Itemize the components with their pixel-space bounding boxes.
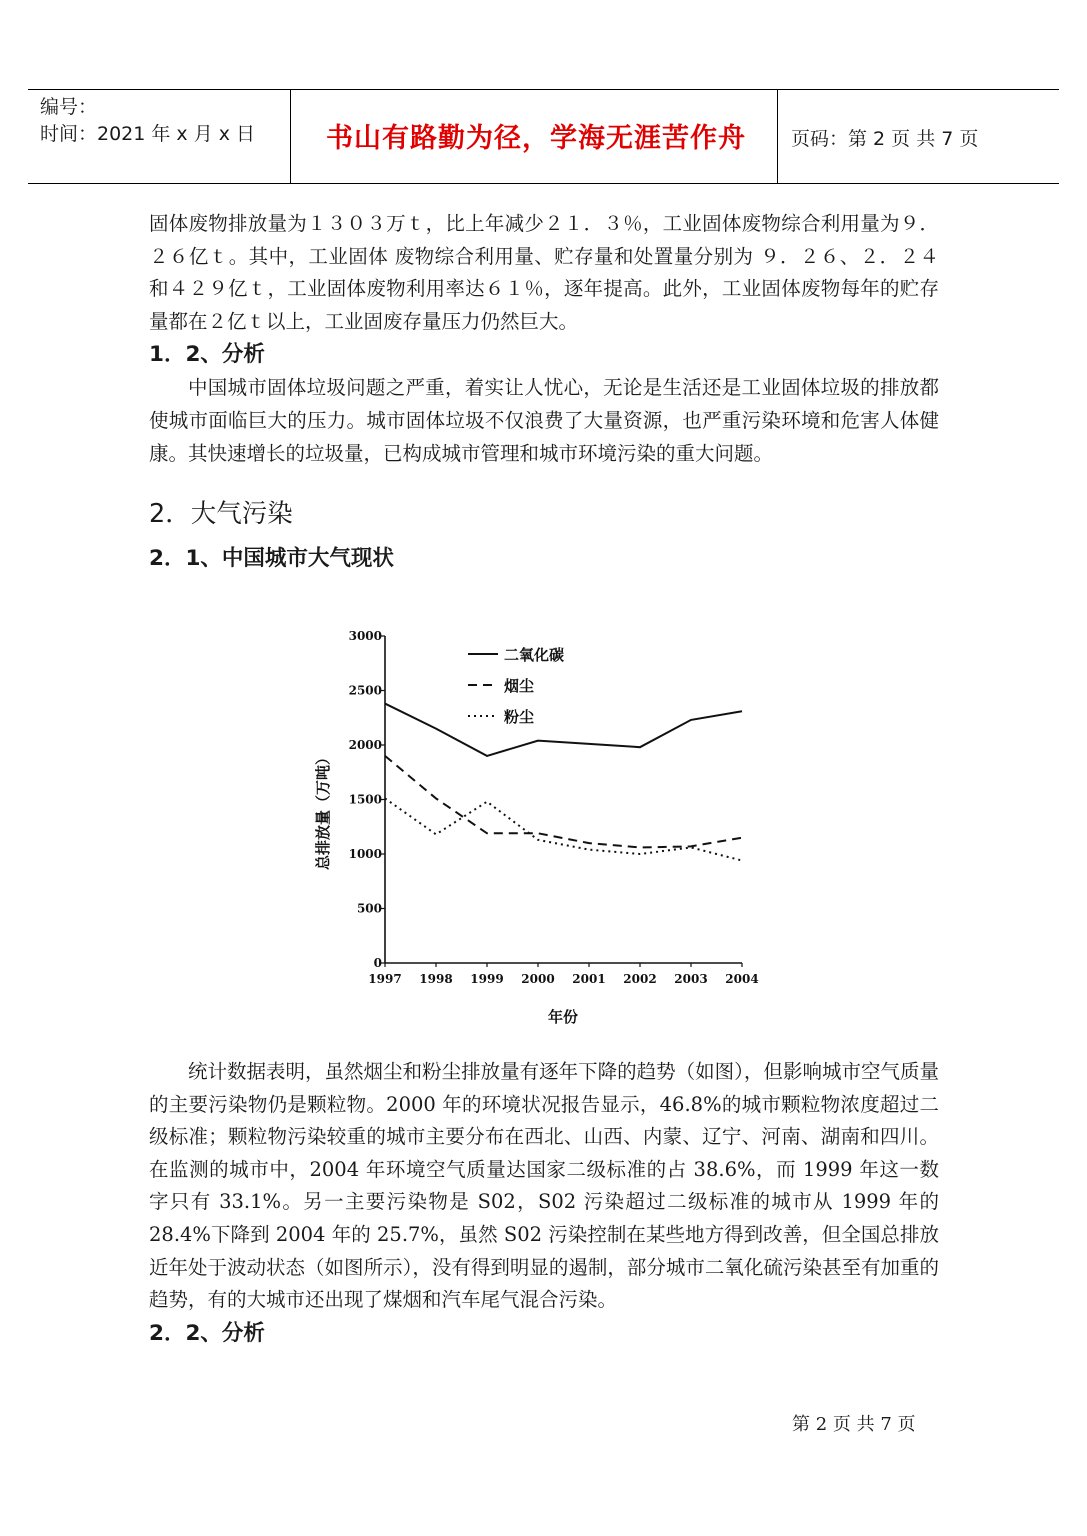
header-number-label: 编号： [40,96,98,118]
header-page-info: 页码：第 2 页 共 7 页 [791,128,979,150]
x-tick-label: 1997 [368,972,402,986]
emission-line-chart [300,620,800,1040]
page-header [28,89,1059,184]
series-line-2 [385,756,742,848]
heading-1-2-analysis: 1．2、分析 [149,342,265,368]
y-tick-label: 500 [356,901,382,916]
document-body-lower [149,1056,939,1351]
y-tick-label: 3000 [348,629,382,643]
x-tick-label: 1998 [419,972,453,986]
header-divider-left [290,90,291,183]
x-tick-label: 2002 [623,972,657,986]
legend-label-1: 二氧化碳 [504,646,565,664]
header-left [40,94,255,148]
document-body [149,208,939,576]
header-motto: 书山有路勤为径，学海无涯苦作舟 [326,123,746,154]
header-divider-right [777,90,778,183]
page-footer: 第 2 页 共 7 页 [792,1414,916,1435]
heading-2-2-analysis: 2．2、分析 [149,1320,265,1346]
paragraph-air-pollution-stats: 统计数据表明，虽然烟尘和粉尘排放量有逐年下降的趋势（如图），但影响城市空气质量的主要污染物仍是颗粒物。2000 年的环境状况报告显示，46.8%的城市颗粒物浓度超过二级标准；颗粒物污染较重的城市主要分布在西北、山西、内蒙、辽宁、河南、湖南和四川。在监测的城市中，2004 年环境空气质量达国家二级标准的占 38.6%，而 1999 年这一数字只有 33.1%。另一主要污染物是 S02，S02 污染超过二级标准的城市从 1999 年的 28.4%下降到 2004 年的 25.7%，虽然 S02 污染控制在某些地方得到改善，但全国总排放近年处于波动状态（如图所示），没有得到明显的遏制，部分城市二氧化硫污染甚至有加重的趋势，有的大城市还出现了煤烟和汽车尾气混合污染。 [149,1060,939,1312]
heading-2-1-status: 2．1、中国城市大气现状 [149,546,394,572]
y-axis-label: 总排放量（万吨） [314,749,332,871]
y-tick-label: 2500 [348,683,382,698]
y-tick-label: 0 [373,956,382,970]
x-tick-label: 2003 [674,972,708,986]
y-tick-label: 2000 [348,738,382,752]
legend-label-3: 粉尘 [504,708,535,726]
x-tick-label: 1999 [470,972,504,986]
paragraph-solid-waste-analysis: 中国城市固体垃圾问题之严重，着实让人忧心，无论是生活还是工业固体垃圾的排放都使城市面临巨大的压力。城市固体垃圾不仅浪费了大量资源，也严重污染环境和危害人体健康。其快速增长的垃圾量，已构成城市管理和城市环境污染的重大问题。 [149,376,939,465]
x-tick-label: 2000 [521,972,555,986]
x-tick-label: 2004 [725,972,759,986]
y-tick-label: 1500 [348,792,382,807]
paragraph-solid-waste: 固体废物排放量为１３０３万ｔ，比上年减少２１．３％，工业固体废物综合利用量为９．２６亿ｔ。其中，工业固体 废物综合利用量、贮存量和处置量分别为 ９．２６、２．２４和４２９亿ｔ，工业固体废物利用率达６１％，逐年提高。此外，工业固体废物每年的贮存量都在２亿ｔ以上，工业固废存量压力仍然巨大。 [149,212,939,333]
x-axis-label: 年份 [547,1008,579,1026]
x-tick-label: 2001 [572,972,606,986]
series-line-3 [385,798,742,860]
header-time-label: 时间：2021 年 x 月 x 日 [40,123,256,145]
series-line-1 [385,704,742,756]
legend-label-2: 烟尘 [504,677,535,695]
y-tick-label: 1000 [348,847,382,861]
heading-2-air-pollution: 2．大气污染 [149,499,293,530]
